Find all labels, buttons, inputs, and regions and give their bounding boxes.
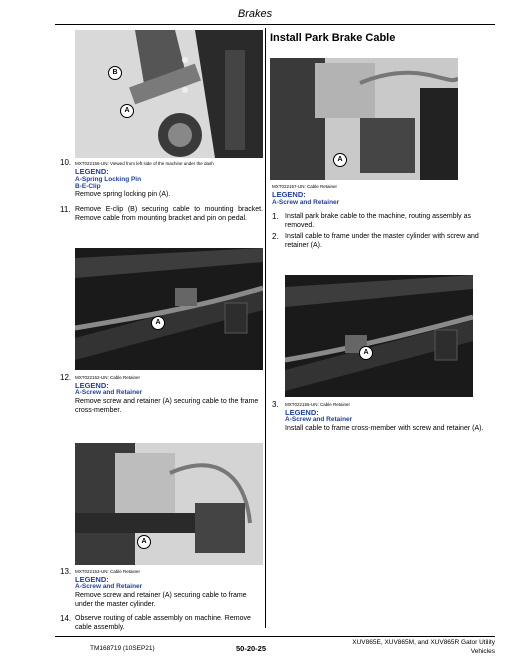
callout-a: A (359, 346, 373, 360)
legend-item: A-Screw and Retainer (75, 389, 143, 396)
figure-pedal-linkage (75, 30, 263, 158)
doc-number: TM168719 (10SEP21) (90, 645, 155, 652)
figure-caption: MXT022157-UN: Cable Retainer (272, 184, 338, 189)
running-header: Brakes (237, 8, 273, 20)
legend-heading: LEGEND: (272, 190, 306, 199)
step-text: Remove spring locking pin (A). (75, 191, 171, 198)
legend-heading: LEGEND: (75, 381, 109, 390)
figure-caption: MXT022153-UN: Cable Retainer (75, 569, 141, 574)
column-divider (265, 28, 266, 628)
footer-rule (55, 636, 495, 637)
product-name-line2: Vehicles (470, 648, 495, 655)
step-number: 13. (60, 567, 72, 576)
step-number: 12. (60, 373, 72, 382)
legend-heading: LEGEND: (75, 575, 109, 584)
figure-caption: MXT022156-UN: Viewed from left side of the machine under the dash (75, 161, 214, 166)
callout-a: A (120, 104, 134, 118)
step-text: Observe routing of cable assembly on machine. Remove cable assembly. (75, 615, 251, 631)
step-text: Install park brake cable to the machine, routing assembly as removed. (285, 213, 471, 229)
legend-item: A-Screw and Retainer (285, 416, 353, 423)
step-number: 1. (272, 212, 279, 221)
step-number: 2. (272, 232, 279, 241)
legend-item: A-Spring Locking Pin (75, 176, 142, 183)
figure-master-cylinder (75, 443, 263, 565)
legend-heading: LEGEND: (285, 408, 319, 417)
step-number: 3. (272, 400, 279, 409)
callout-a: A (333, 153, 347, 167)
figure-cable-retainer (75, 248, 263, 370)
legend-item: B-E-Clip (75, 183, 101, 190)
step-text: Install cable to frame under the master cylinder with screw and retainer (A). (285, 233, 479, 249)
step-number: 14. (60, 614, 72, 623)
callout-b: B (108, 66, 122, 80)
legend-heading: LEGEND: (75, 167, 109, 176)
step-text: Install cable to frame cross-member with screw and retainer (A). (285, 425, 484, 432)
figure-caption: MXT022155-UN: Cable Retainer (285, 402, 351, 407)
legend-item: A-Screw and Retainer (75, 583, 143, 590)
legend-item: A-Screw and Retainer (272, 199, 340, 206)
figure-park-brake-cable (270, 58, 458, 180)
step-number: 10. (60, 158, 72, 167)
figure-caption: MXT022152-UN: Cable Retainer (75, 375, 141, 380)
step-text: Remove screw and retainer (A) securing cable to the frame cross-member. (75, 398, 259, 414)
page-number: 50-20-25 (236, 644, 267, 653)
step-text: Remove screw and retainer (A) securing cable to frame under the master cylinder. (75, 592, 247, 608)
callout-a: A (137, 535, 151, 549)
product-name-line1: XUV865E, XUV865M, and XUV865R Gator Utility (352, 639, 495, 646)
callout-a: A (151, 316, 165, 330)
step-text: Remove E-clip (B) securing cable to mounting bracket. Remove cable from mounting bracket and pin on pedal. (75, 206, 263, 222)
figure-cross-member-retainer (285, 275, 473, 397)
step-number: 11. (60, 205, 71, 214)
header-rule (55, 24, 495, 25)
section-title: Install Park Brake Cable (270, 32, 396, 44)
